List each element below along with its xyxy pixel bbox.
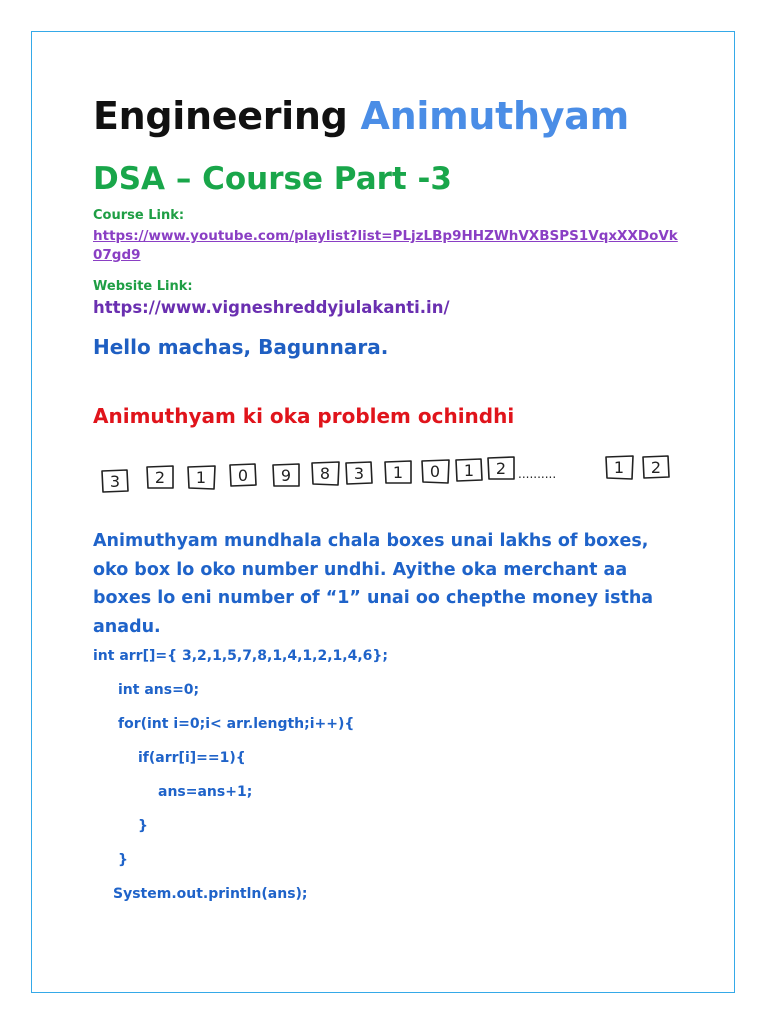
number-box: [312, 462, 339, 485]
number-box: [188, 466, 215, 489]
course-subtitle: DSA – Course Part -3: [93, 161, 452, 197]
ellipsis-dots: ..........: [518, 467, 557, 481]
number-box-digit: 3: [109, 472, 121, 491]
number-box: [456, 459, 482, 481]
number-box: [422, 460, 449, 483]
number-box: [606, 456, 633, 479]
number-box: [643, 456, 669, 478]
website-link-label: Website Link:: [93, 279, 193, 294]
number-box-digit: 1: [613, 458, 625, 477]
code-line-array: int arr[]={ 3,2,1,5,7,8,1,4,1,2,1,4,6};: [93, 648, 388, 664]
code-line-for-loop: for(int i=0;i< arr.length;i++){: [118, 716, 355, 732]
greeting-text: Hello machas, Bagunnara.: [93, 335, 389, 359]
problem-heading: Animuthyam ki oka problem ochindhi: [93, 404, 515, 428]
page-title: [93, 94, 629, 138]
number-box: [385, 461, 411, 483]
title-part-animuthyam: Animuthyam: [360, 94, 629, 138]
number-box-digit: 0: [429, 462, 441, 481]
course-link-url-line1[interactable]: https://www.youtube.com/playlist?list=PLjzLBp9HHZWhVXBSPS1VqxXXDoVk: [93, 228, 678, 244]
course-link-label: Course Link:: [93, 208, 185, 223]
number-box-digit: 1: [195, 468, 207, 487]
number-box-digit: 1: [392, 463, 404, 482]
number-box: [273, 464, 299, 486]
number-box: [230, 464, 256, 486]
number-box: [488, 457, 514, 479]
number-box-digit: 8: [319, 464, 331, 483]
problem-description: Animuthyam mundhala chala boxes unai lakhs of boxes, oko box lo oko number undhi. Ayithe oka merchant aa boxes lo eni number of “1” unai oo chepthe money istha anadu.: [93, 531, 654, 637]
number-box: [346, 462, 372, 484]
number-box-digit: 2: [154, 468, 166, 487]
number-box-digit: 1: [463, 461, 475, 480]
course-link-url-line2[interactable]: 07gd9: [93, 247, 141, 263]
hand-drawn-number-boxes: [98, 444, 674, 500]
number-box-digit: 0: [237, 466, 249, 485]
number-box-digit: 2: [650, 458, 662, 477]
title-part-engineering: Engineering: [93, 94, 348, 138]
number-box-digit: 9: [280, 466, 292, 485]
website-link-url[interactable]: https://www.vigneshreddyjulakanti.in/: [93, 298, 450, 317]
code-line-close-for: }: [118, 852, 128, 868]
number-box: [102, 470, 128, 492]
code-line-increment: ans=ans+1;: [158, 784, 253, 800]
code-line-close-if: }: [138, 818, 148, 834]
code-line-if: if(arr[i]==1){: [138, 750, 246, 766]
number-box-digit: 3: [353, 464, 365, 483]
code-line-ans-init: int ans=0;: [118, 682, 200, 698]
number-box-digit: 2: [495, 459, 507, 478]
code-line-print: System.out.println(ans);: [113, 886, 308, 902]
number-box: [147, 466, 173, 488]
